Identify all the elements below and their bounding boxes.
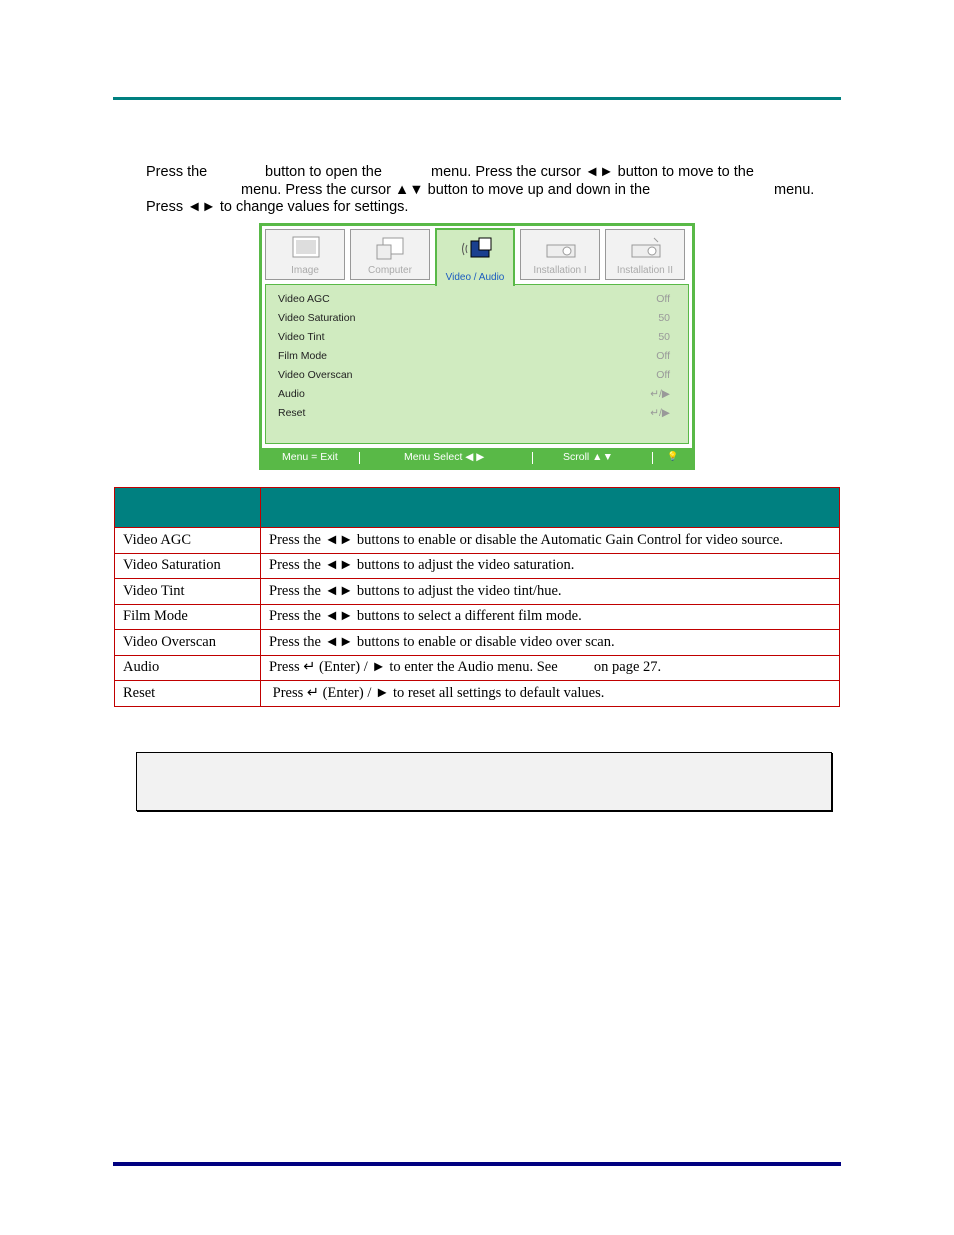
osd-item-audio[interactable]: Audio ↵/▶ [278, 388, 670, 400]
intro-text: button to open the [265, 164, 382, 180]
tab-installation-2[interactable]: Installation II [605, 229, 685, 280]
settings-table [114, 487, 840, 707]
osd-item-video-tint[interactable]: Video Tint 50 [278, 331, 670, 343]
osd-item-video-saturation[interactable]: Video Saturation 50 [278, 312, 670, 324]
osd-item-reset[interactable]: Reset ↵/▶ [278, 407, 670, 419]
osd-item-film-mode[interactable]: Film Mode Off [278, 350, 670, 362]
tab-computer[interactable]: Computer [350, 229, 430, 280]
table-row: Video Tint Press the ◄► buttons to adjust the video tint/hue. [115, 579, 840, 605]
osd-item-video-overscan[interactable]: Video Overscan Off [278, 369, 670, 381]
bottom-rule [113, 1162, 841, 1166]
osd-menu-screenshot [259, 223, 695, 470]
osd-menu-body [265, 284, 689, 444]
computer-icon [375, 235, 407, 263]
note-box [136, 752, 832, 811]
top-rule [113, 97, 841, 100]
projector-icon [545, 235, 577, 263]
intro-paragraph [146, 164, 836, 217]
intro-text: Press ◄► to change values for settings. [146, 199, 409, 215]
table-row: Audio Press ↵ (Enter) / ► to enter the Audio menu. See on page 27. [115, 655, 840, 681]
table-row: Video Saturation Press the ◄► buttons to adjust the video saturation. [115, 553, 840, 579]
table-header-row [115, 488, 840, 528]
intro-text: menu. Press the cursor ◄► button to move to the [431, 164, 754, 180]
tab-video-audio[interactable]: Video / Audio [435, 228, 515, 286]
bulb-icon: 💡 [667, 451, 679, 461]
tab-image[interactable]: Image [265, 229, 345, 280]
intro-text: Press the [146, 164, 208, 180]
table-row: Reset Press ↵ (Enter) / ► to reset all settings to default values. [115, 681, 840, 707]
table-row: Film Mode Press the ◄► buttons to select a different film mode. [115, 604, 840, 630]
intro-text: menu. [774, 181, 815, 198]
projector-icon [630, 235, 662, 263]
video-audio-icon [461, 235, 493, 263]
table-row: Video Overscan Press the ◄► buttons to enable or disable video over scan. [115, 630, 840, 656]
monitor-icon [290, 235, 322, 263]
table-row: Video AGC Press the ◄► buttons to enable or disable the Automatic Gain Control for video source. [115, 528, 840, 554]
osd-tabs [262, 226, 692, 286]
osd-status-bar: Menu = Exit Menu Select ◀ ▶ Scroll ▲▼ 💡 [262, 448, 692, 467]
intro-text: menu. Press the cursor ▲▼ button to move up and down in the [241, 181, 651, 198]
osd-item-video-agc[interactable]: Video AGC Off [278, 293, 670, 305]
tab-installation-1[interactable]: Installation I [520, 229, 600, 280]
